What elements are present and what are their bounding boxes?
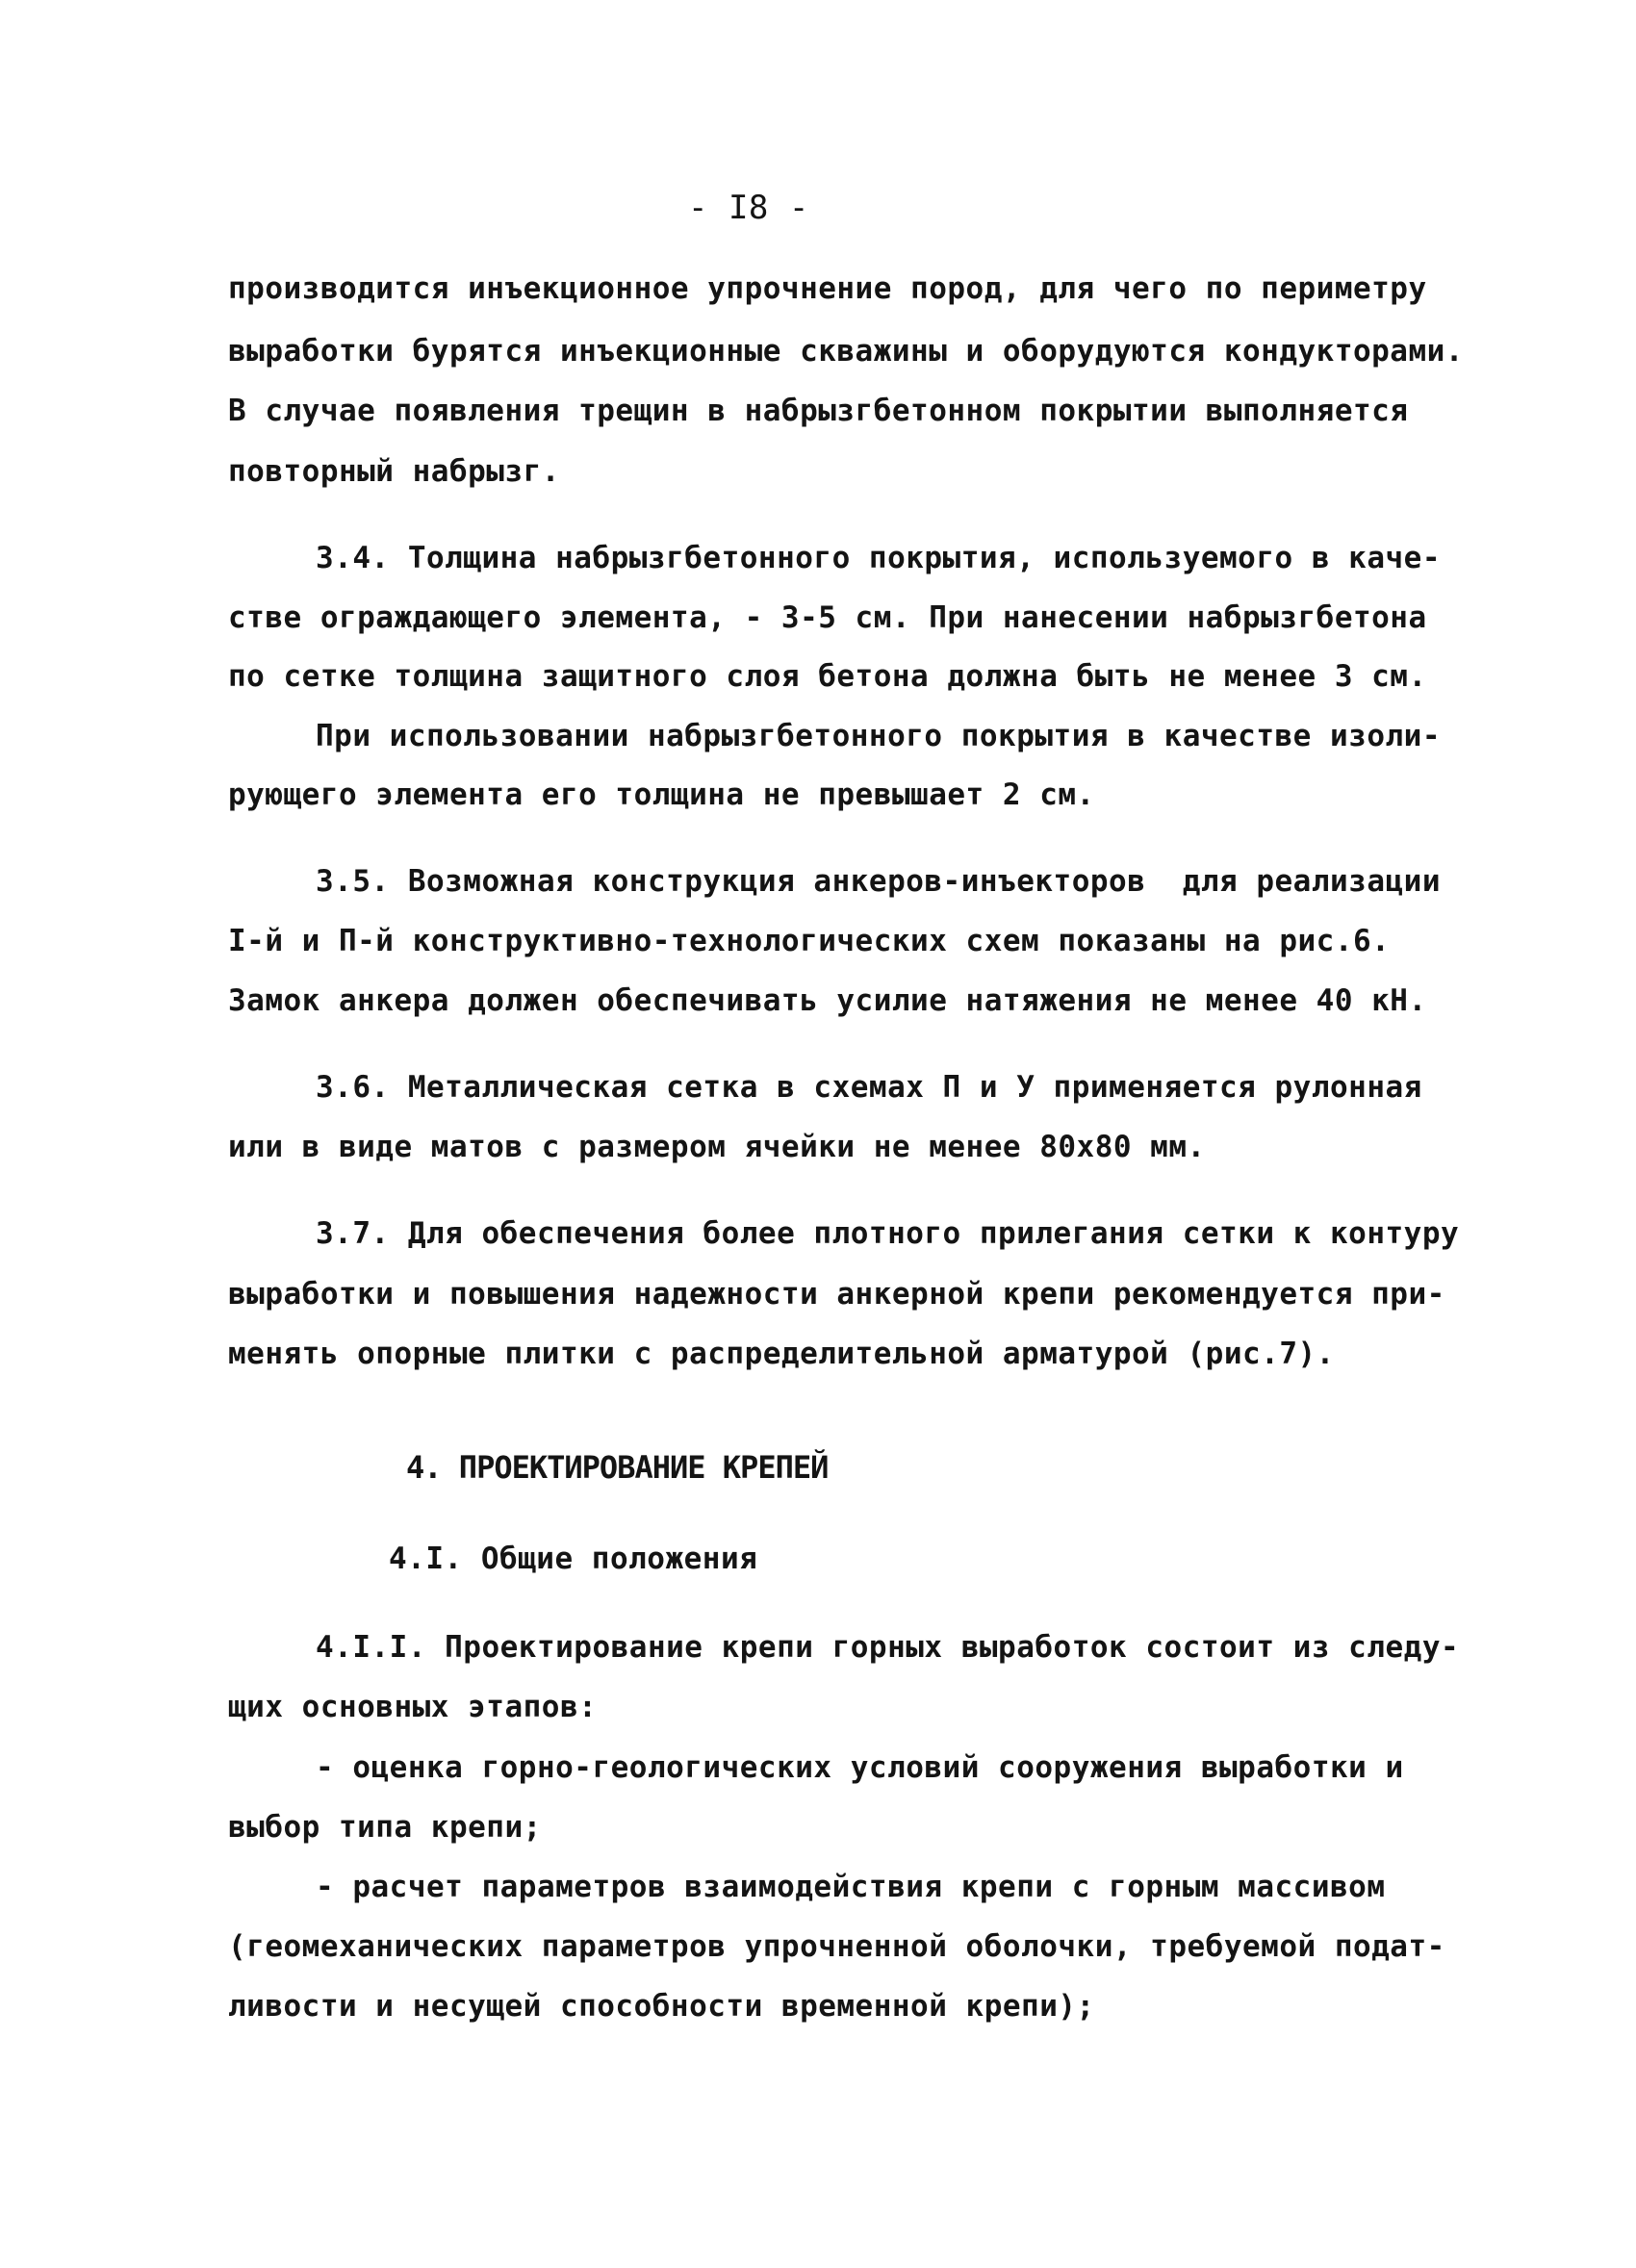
text-line: выработки бурятся инъекционные скважины и оборудуются кондукторами. [228, 334, 1464, 369]
text-line: Замок анкера должен обеспечивать усилие натяжения не менее 40 кН. [228, 983, 1427, 1018]
page-number: - I8 - [688, 189, 809, 227]
text-line: I-й и П-й конструктивно-технологических схем показаны на рис.6. [228, 924, 1391, 958]
list-item-line: - оценка горно-геологических условий сооружения выработки и [316, 1750, 1404, 1785]
text-line: В случае появления трещин в набрызгбетонном покрытии выполняется [228, 394, 1409, 428]
text-line: 3.4. Толщина набрызгбетонного покрытия, используемого в каче- [316, 541, 1441, 575]
subsection-heading: 4.I. Общие положения [389, 1542, 758, 1576]
text-line: 3.6. Металлическая сетка в схемах П и У применяется рулонная [316, 1070, 1422, 1105]
text-line: по сетке толщина защитного слоя бетона должна быть не менее 3 см. [228, 659, 1427, 694]
list-item-line: ливости и несущей способности временной крепи); [228, 1989, 1095, 2024]
list-item-line: выбор типа крепи; [228, 1810, 542, 1845]
text-line: менять опорные плитки с распределительной арматурой (рис.7). [228, 1337, 1335, 1371]
text-line: стве ограждающего элемента, - 3-5 см. При нанесении набрызгбетона [228, 600, 1427, 635]
text-line: При использовании набрызгбетонного покрытия в качестве изоли- [316, 719, 1441, 753]
text-line: 3.5. Возможная конструкция анкеров-инъекторов для реализации [316, 864, 1441, 899]
text-line: повторный набрызг. [228, 454, 560, 489]
text-line: 4.I.I. Проектирование крепи горных выработок состоит из следу- [316, 1630, 1460, 1665]
text-line: 3.7. Для обеспечения более плотного прилегания сетки к контуру [316, 1216, 1460, 1251]
text-line: производится инъекционное упрочнение пород, для чего по периметру [228, 271, 1427, 306]
text-line: щих основных этапов: [228, 1690, 598, 1724]
list-item-line: - расчет параметров взаимодействия крепи с горным массивом [316, 1870, 1386, 1904]
list-item-line: (геомеханических параметров упрочненной оболочки, требуемой подат- [228, 1929, 1445, 1964]
text-line: рующего элемента его толщина не превышает 2 см. [228, 777, 1095, 812]
section-heading: 4. ПРОЕКТИРОВАНИЕ КРЕПЕЙ [406, 1449, 829, 1486]
text-line: или в виде матов с размером ячейки не менее 80х80 мм. [228, 1130, 1206, 1164]
text-line: выработки и повышения надежности анкерной крепи рекомендуется при- [228, 1277, 1445, 1312]
